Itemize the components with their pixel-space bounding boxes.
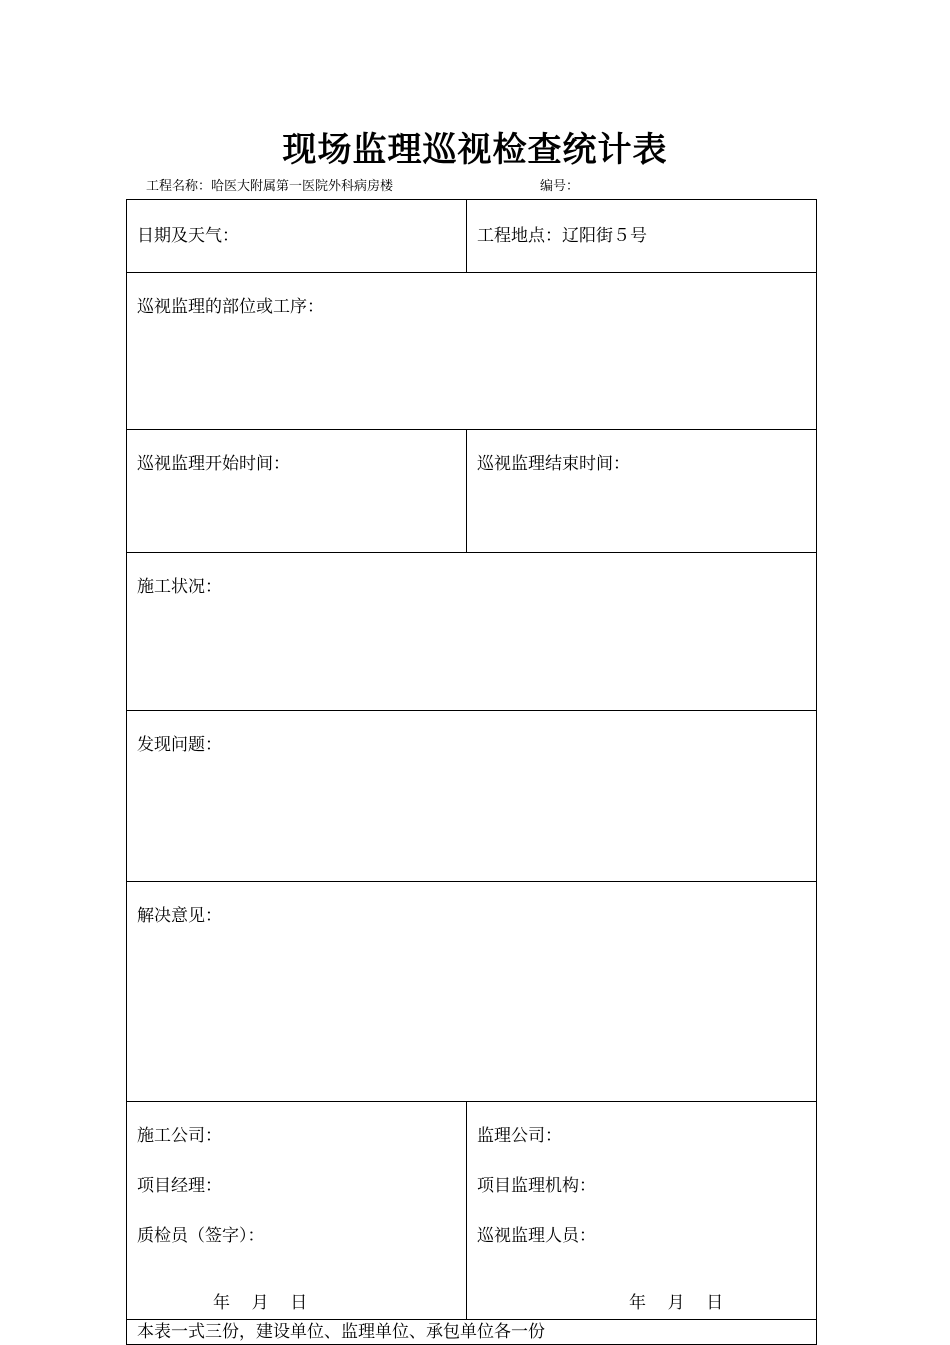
problems-label: 发现问题： bbox=[137, 735, 222, 755]
solutions-cell[interactable] bbox=[127, 882, 817, 1102]
solutions-label: 解决意见： bbox=[137, 906, 222, 926]
inspection-part-label: 巡视监理的部位或工序： bbox=[137, 297, 324, 317]
project-manager-label: 项目经理： bbox=[137, 1176, 222, 1196]
project-name-label: 工程名称：哈医大附属第一医院外科病房楼 bbox=[146, 179, 394, 194]
quality-inspector-label: 质检员（签字）： bbox=[137, 1226, 265, 1246]
inspection-part-cell[interactable] bbox=[127, 273, 817, 430]
serial-number-label: 编号： bbox=[540, 179, 580, 194]
date-weather-label: 日期及天气： bbox=[137, 226, 239, 246]
contractor-signature-cell[interactable] bbox=[127, 1102, 467, 1320]
problems-cell[interactable] bbox=[127, 711, 817, 882]
supervisor-signature-cell[interactable] bbox=[467, 1102, 817, 1320]
solutions-row bbox=[127, 882, 817, 1102]
footer-note: 本表一式三份，建设单位、监理单位、承包单位各一份 bbox=[137, 1322, 545, 1342]
page-title: 现场监理巡视检查统计表 bbox=[282, 130, 668, 170]
supervisor-date-label: 年 月 日 bbox=[629, 1293, 724, 1313]
supervision-agency-label: 项目监理机构： bbox=[477, 1176, 596, 1196]
date-weather-cell[interactable] bbox=[127, 200, 467, 273]
construction-company-label: 施工公司： bbox=[137, 1126, 222, 1146]
problems-row bbox=[127, 711, 817, 882]
construction-status-cell[interactable] bbox=[127, 553, 817, 711]
construction-status-label: 施工状况： bbox=[137, 577, 222, 597]
supervision-company-label: 监理公司： bbox=[477, 1126, 562, 1146]
footer-note-row bbox=[127, 1320, 817, 1345]
end-time-cell[interactable] bbox=[467, 430, 817, 553]
start-time-cell[interactable] bbox=[127, 430, 467, 553]
end-time-label: 巡视监理结束时间： bbox=[477, 454, 630, 474]
inspection-part-row bbox=[127, 273, 817, 430]
inspection-form-table bbox=[126, 199, 817, 1345]
construction-status-row bbox=[127, 553, 817, 711]
location-label: 工程地点：辽阳街５号 bbox=[477, 226, 647, 246]
start-time-label: 巡视监理开始时间： bbox=[137, 454, 290, 474]
location-cell[interactable] bbox=[467, 200, 817, 273]
contractor-date-label: 年 月 日 bbox=[213, 1293, 308, 1313]
date-location-row bbox=[127, 200, 817, 273]
time-row bbox=[127, 430, 817, 553]
patrol-supervisor-label: 巡视监理人员： bbox=[477, 1226, 596, 1246]
footer-note-cell bbox=[127, 1320, 817, 1345]
signature-row bbox=[127, 1102, 817, 1320]
